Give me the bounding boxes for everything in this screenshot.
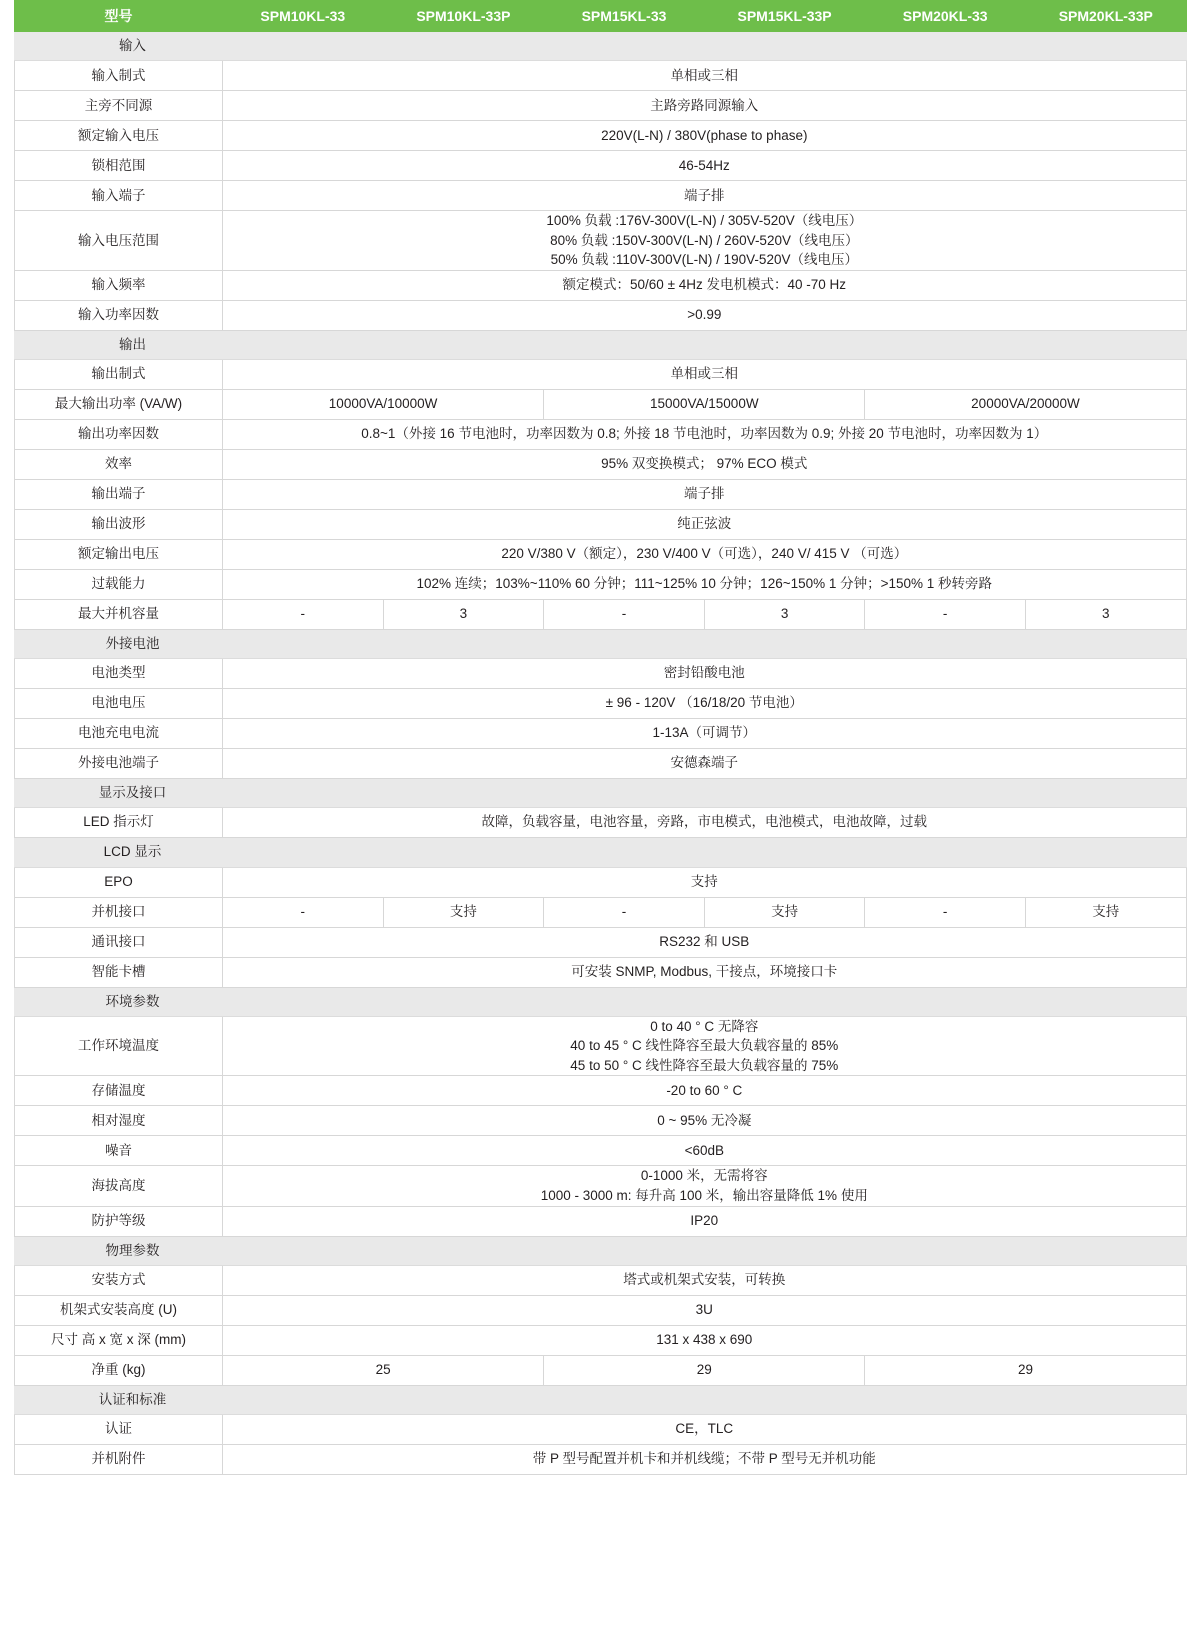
section-row <box>15 987 1187 1016</box>
table-row <box>15 867 1187 897</box>
section-spacer <box>223 778 1187 807</box>
section-spacer <box>223 1236 1187 1265</box>
row-value: 端子排 <box>223 479 1187 509</box>
section-spacer <box>223 987 1187 1016</box>
row-value: 主路旁路同源输入 <box>223 91 1187 121</box>
row-cell: - <box>865 897 1026 927</box>
section-title: 外接电池 <box>15 629 223 658</box>
row-value: 220V(L-N) / 380V(phase to phase) <box>223 121 1187 151</box>
section-row <box>15 629 1187 658</box>
row-value-line: 45 to 50 ° C 线性降容至最大负载容量的 75% <box>570 1057 839 1073</box>
row-label: 电池充电电流 <box>15 718 223 748</box>
row-value: 纯正弦波 <box>223 509 1187 539</box>
row-label: 输出制式 <box>15 359 223 389</box>
section-title: 输出 <box>15 330 223 359</box>
header-row <box>15 1 1187 32</box>
row-label: 额定输入电压 <box>15 121 223 151</box>
row-value: 单相或三相 <box>223 61 1187 91</box>
section-title: 物理参数 <box>15 1236 223 1265</box>
row-value: >0.99 <box>223 300 1187 330</box>
row-label: 锁相范围 <box>15 151 223 181</box>
row-label: 防护等级 <box>15 1206 223 1236</box>
row-value: 131 x 438 x 690 <box>223 1325 1187 1355</box>
row-label: 并机接口 <box>15 897 223 927</box>
row-value-line: 50% 负载 :110V-300V(L-N) / 190V-520V（线电压） <box>550 252 858 268</box>
row-label: 净重 (kg) <box>15 1355 223 1385</box>
header-model-2: SPM10KL-33P <box>383 1 544 32</box>
table-row <box>15 389 1187 419</box>
row-label: 输出波形 <box>15 509 223 539</box>
row-label: 电池类型 <box>15 658 223 688</box>
row-value: 带 P 型号配置并机卡和并机线缆；不带 P 型号无并机功能 <box>223 1444 1187 1474</box>
row-label: 认证 <box>15 1414 223 1444</box>
table-row <box>15 1136 1187 1166</box>
header-model-4: SPM15KL-33P <box>704 1 865 32</box>
table-row <box>15 211 1187 271</box>
row-value: 可安装 SNMP, Modbus, 干接点，环境接口卡 <box>223 957 1187 987</box>
row-cell: 支持 <box>1025 897 1186 927</box>
row-label: 输入制式 <box>15 61 223 91</box>
row-label: 输入电压范围 <box>15 211 223 271</box>
table-row <box>15 539 1187 569</box>
row-value: 46-54Hz <box>223 151 1187 181</box>
row-group-cell: 29 <box>544 1355 865 1385</box>
row-value: -20 to 60 ° C <box>223 1076 1187 1106</box>
section-spacer <box>223 330 1187 359</box>
table-row <box>15 569 1187 599</box>
section-title: 环境参数 <box>15 987 223 1016</box>
section-spacer <box>223 32 1187 61</box>
table-row <box>15 1106 1187 1136</box>
section-spacer <box>223 1385 1187 1414</box>
row-label: 噪音 <box>15 1136 223 1166</box>
section-spacer <box>223 629 1187 658</box>
row-value-line: 40 to 45 ° C 线性降容至最大负载容量的 85% <box>570 1038 839 1054</box>
row-label: 尺寸 高 x 宽 x 深 (mm) <box>15 1325 223 1355</box>
row-label: 工作环境温度 <box>15 1016 223 1076</box>
row-label: 外接电池端子 <box>15 748 223 778</box>
table-row <box>15 61 1187 91</box>
row-label: 智能卡槽 <box>15 957 223 987</box>
table-head <box>15 1 1187 32</box>
row-value: 3U <box>223 1295 1187 1325</box>
header-label-cell: 型号 <box>15 1 223 32</box>
row-group-cell: 20000VA/20000W <box>865 389 1186 419</box>
table-row <box>15 449 1187 479</box>
row-value: 额定模式：50/60 ± 4Hz 发电机模式：40 -70 Hz <box>223 270 1187 300</box>
header-model-5: SPM20KL-33 <box>865 1 1026 32</box>
table-row <box>15 688 1187 718</box>
section-row <box>15 32 1187 61</box>
row-label: 并机附件 <box>15 1444 223 1474</box>
table-row <box>15 151 1187 181</box>
row-label: 最大并机容量 <box>15 599 223 629</box>
row-value-multiline <box>223 1016 1187 1076</box>
row-label: 过载能力 <box>15 569 223 599</box>
table-row <box>15 91 1187 121</box>
row-value-line: 80% 负载 :150V-300V(L-N) / 260V-520V（线电压） <box>550 232 859 248</box>
row-value-line: 100% 负载 :176V-300V(L-N) / 305V-520V（线电压） <box>546 213 863 228</box>
table-row <box>15 509 1187 539</box>
row-value: 102% 连续；103%~110% 60 分钟；111~125% 10 分钟；126~150% 1 分钟；>150% 1 秒转旁路 <box>223 569 1187 599</box>
row-group-cell: 25 <box>223 1355 544 1385</box>
table-row <box>15 1355 1187 1385</box>
row-cell: 3 <box>383 599 544 629</box>
table-body <box>15 32 1187 1475</box>
row-cell: - <box>544 897 705 927</box>
row-value: 0.8~1（外接 16 节电池时，功率因数为 0.8; 外接 18 节电池时，功率因数为 0.9; 外接 20 节电池时，功率因数为 1） <box>223 419 1187 449</box>
table-row <box>15 897 1187 927</box>
table-row <box>15 957 1187 987</box>
row-label: 输出端子 <box>15 479 223 509</box>
row-label: 输入端子 <box>15 181 223 211</box>
row-label: 输入频率 <box>15 270 223 300</box>
table-row <box>15 658 1187 688</box>
row-value: RS232 和 USB <box>223 927 1187 957</box>
row-value: CE，TLC <box>223 1414 1187 1444</box>
row-label: 主旁不同源 <box>15 91 223 121</box>
header-model-6: SPM20KL-33P <box>1025 1 1186 32</box>
table-row <box>15 837 1187 867</box>
row-label: 存储温度 <box>15 1076 223 1106</box>
row-cell: - <box>544 599 705 629</box>
row-group-cell: 15000VA/15000W <box>544 389 865 419</box>
section-row <box>15 1236 1187 1265</box>
row-value-line: 0-1000 米，无需将容 <box>640 1168 768 1184</box>
table-row <box>15 1166 1187 1206</box>
table-row <box>15 300 1187 330</box>
specification-table <box>14 0 1187 1475</box>
row-value: 220 V/380 V（额定），230 V/400 V（可选），240 V/ 415 V （可选） <box>223 539 1187 569</box>
table-row <box>15 1325 1187 1355</box>
row-value: <60dB <box>223 1136 1187 1166</box>
row-value-multiline <box>223 211 1187 271</box>
row-value: 密封铅酸电池 <box>223 658 1187 688</box>
table-row <box>15 181 1187 211</box>
table-row <box>15 479 1187 509</box>
row-cell: - <box>865 599 1026 629</box>
table-row <box>15 359 1187 389</box>
row-cell: - <box>223 897 384 927</box>
row-label: LCD 显示 <box>15 837 223 867</box>
section-title: 显示及接口 <box>15 778 223 807</box>
row-label: LED 指示灯 <box>15 807 223 837</box>
table-row <box>15 807 1187 837</box>
row-value: 1-13A（可调节） <box>223 718 1187 748</box>
row-value: 95% 双变换模式； 97% ECO 模式 <box>223 449 1187 479</box>
row-value-line: 1000 - 3000 m: 每升高 100 米，输出容量降低 1% 使用 <box>540 1187 868 1203</box>
table-row <box>15 1414 1187 1444</box>
section-row <box>15 778 1187 807</box>
table-row <box>15 748 1187 778</box>
row-value: 单相或三相 <box>223 359 1187 389</box>
table-row <box>15 927 1187 957</box>
table-row <box>15 1206 1187 1236</box>
row-label: 电池电压 <box>15 688 223 718</box>
row-value <box>223 837 1187 867</box>
table-row <box>15 419 1187 449</box>
row-value: ± 96 - 120V （16/18/20 节电池） <box>223 688 1187 718</box>
row-label: 效率 <box>15 449 223 479</box>
section-title: 输入 <box>15 32 223 61</box>
header-model-3: SPM15KL-33 <box>544 1 705 32</box>
table-row <box>15 121 1187 151</box>
row-value-multiline <box>223 1166 1187 1206</box>
row-label: 机架式安装高度 (U) <box>15 1295 223 1325</box>
row-label: 海拔高度 <box>15 1166 223 1206</box>
row-cell: - <box>223 599 384 629</box>
table-row <box>15 1295 1187 1325</box>
table-row <box>15 270 1187 300</box>
row-cell: 支持 <box>383 897 544 927</box>
row-label: EPO <box>15 867 223 897</box>
row-label: 输入功率因数 <box>15 300 223 330</box>
row-value: 支持 <box>223 867 1187 897</box>
table-row <box>15 1016 1187 1076</box>
row-cell: 支持 <box>704 897 865 927</box>
row-label: 输出功率因数 <box>15 419 223 449</box>
row-cell: 3 <box>704 599 865 629</box>
row-label: 安装方式 <box>15 1265 223 1295</box>
row-group-cell: 29 <box>865 1355 1186 1385</box>
row-value: 故障，负载容量，电池容量，旁路，市电模式，电池模式，电池故障，过载 <box>223 807 1187 837</box>
table-row <box>15 599 1187 629</box>
row-label: 最大输出功率 (VA/W) <box>15 389 223 419</box>
section-row <box>15 330 1187 359</box>
table-row <box>15 1265 1187 1295</box>
row-value-line: 0 to 40 ° C 无降容 <box>650 1018 759 1034</box>
row-label: 相对湿度 <box>15 1106 223 1136</box>
row-label: 通讯接口 <box>15 927 223 957</box>
row-value: 安德森端子 <box>223 748 1187 778</box>
header-model-1: SPM10KL-33 <box>223 1 384 32</box>
row-group-cell: 10000VA/10000W <box>223 389 544 419</box>
row-value: 塔式或机架式安装，可转换 <box>223 1265 1187 1295</box>
table-row <box>15 1076 1187 1106</box>
row-value: IP20 <box>223 1206 1187 1236</box>
row-value: 0 ~ 95% 无冷凝 <box>223 1106 1187 1136</box>
section-row <box>15 1385 1187 1414</box>
row-label: 额定输出电压 <box>15 539 223 569</box>
row-value: 端子排 <box>223 181 1187 211</box>
row-cell: 3 <box>1025 599 1186 629</box>
section-title: 认证和标准 <box>15 1385 223 1414</box>
table-row <box>15 1444 1187 1474</box>
table-row <box>15 718 1187 748</box>
